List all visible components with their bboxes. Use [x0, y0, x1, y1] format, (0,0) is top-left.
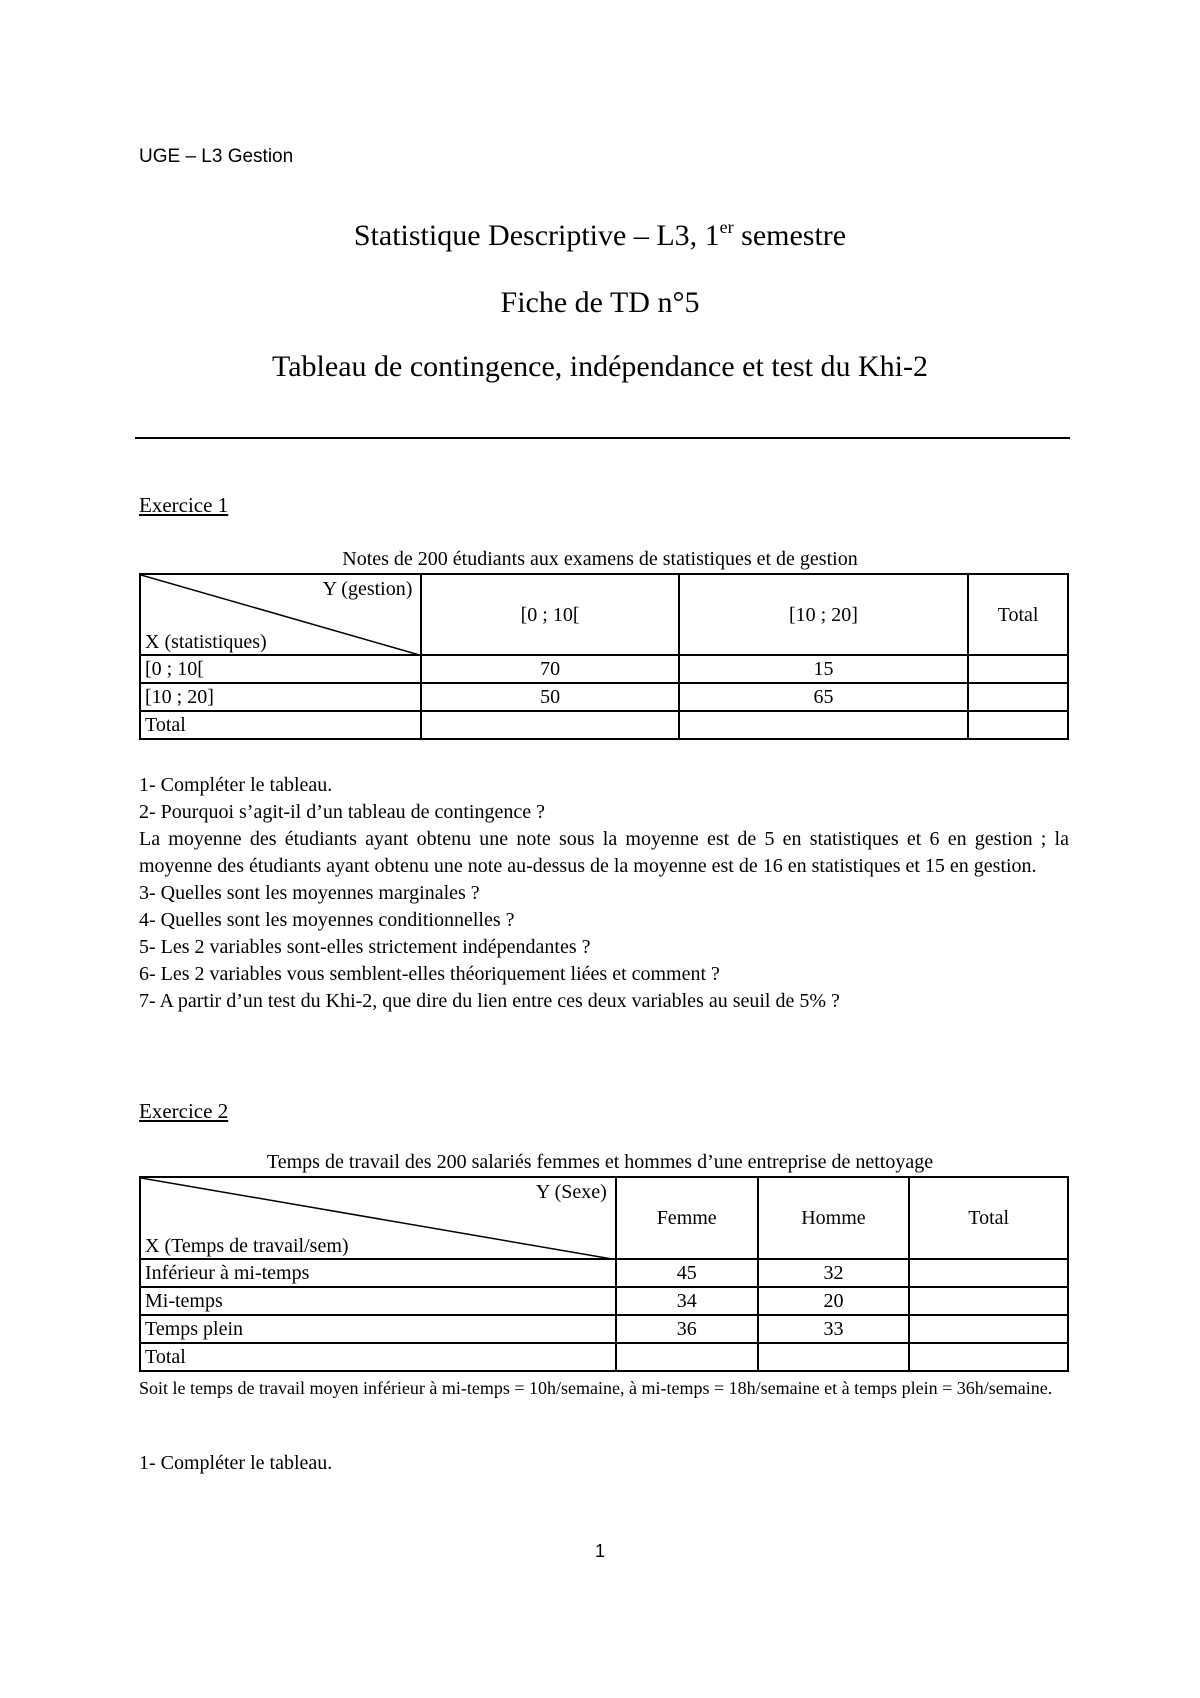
- row-label: Mi-temps: [140, 1287, 616, 1315]
- table-cell: [909, 1315, 1068, 1343]
- table-row: [140, 1315, 1068, 1343]
- table-cell: [909, 1287, 1068, 1315]
- exercise2-note: Soit le temps de travail moyen inférieur à mi-temps = 10h/semaine, à mi-temps = 18h/semaine et à temps plein = 36h/semaine.: [139, 1378, 1053, 1398]
- table-cell: 36: [616, 1315, 758, 1343]
- row-label: Inférieur à mi-temps: [140, 1259, 616, 1287]
- table-row: [140, 1343, 1068, 1371]
- column-header: [0 ; 10[: [421, 574, 678, 655]
- question: 6- Les 2 variables vous semblent-elles théoriquement liées et comment ?: [139, 963, 720, 985]
- table-cell: 45: [616, 1259, 758, 1287]
- row-label: [0 ; 10[: [140, 655, 421, 683]
- table-cell: [968, 711, 1068, 739]
- table-row: [140, 655, 1068, 683]
- document-title: [0, 219, 1200, 253]
- question: 3- Quelles sont les moyennes marginales ?: [139, 882, 480, 904]
- table-cell: [909, 1259, 1068, 1287]
- table-cell: 70: [421, 655, 678, 683]
- exercise2-table-caption: Temps de travail des 200 salariés femmes et hommes d’une entreprise de nettoyage: [266, 1151, 934, 1173]
- x-variable-label: X (Temps de travail/sem): [145, 1235, 349, 1257]
- table-row: [140, 711, 1068, 739]
- title-end: semestre: [733, 219, 847, 252]
- title-superscript: er: [719, 217, 734, 237]
- question: 1- Compléter le tableau.: [139, 1452, 333, 1474]
- table-row: [140, 683, 1068, 711]
- table-row: [140, 1259, 1068, 1287]
- question: 2- Pourquoi s’agit-il d’un tableau de contingence ?: [139, 801, 545, 823]
- exercise1-contingency-table: [139, 573, 1069, 740]
- table-cell: 34: [616, 1287, 758, 1315]
- column-header: Total: [968, 574, 1068, 655]
- exercise2-title: Exercice 2: [139, 1099, 229, 1123]
- table-cell: [616, 1343, 758, 1371]
- row-label: Total: [140, 1343, 616, 1371]
- table-header-row: [140, 574, 1068, 655]
- table-cell: 32: [758, 1259, 910, 1287]
- column-header: Homme: [758, 1177, 910, 1259]
- table-cell: 33: [758, 1315, 910, 1343]
- row-label: Temps plein: [140, 1315, 616, 1343]
- diagonal-header-cell: [140, 1177, 616, 1259]
- page-number: 1: [594, 1541, 605, 1561]
- row-label: [10 ; 20]: [140, 683, 421, 711]
- table-cell: [421, 711, 678, 739]
- exercise1-table-caption: Notes de 200 étudiants aux examens de statistiques et de gestion: [342, 548, 858, 570]
- question: 5- Les 2 variables sont-elles strictement indépendantes ?: [139, 936, 591, 958]
- column-header: Femme: [616, 1177, 758, 1259]
- table-cell: [909, 1343, 1068, 1371]
- exercise2-contingency-table: [139, 1176, 1069, 1372]
- row-label: Total: [140, 711, 421, 739]
- table-cell: 65: [679, 683, 968, 711]
- exercise1-title: Exercice 1: [139, 493, 229, 517]
- y-variable-label: Y (gestion): [322, 578, 413, 600]
- question: 7- A partir d’un test du Khi-2, que dire du lien entre ces deux variables au seuil de 5% ?: [139, 990, 840, 1012]
- table-cell: [968, 683, 1068, 711]
- title-main: Statistique Descriptive – L3, 1: [353, 219, 720, 252]
- page-header: UGE – L3 Gestion: [139, 146, 294, 167]
- table-cell: 15: [679, 655, 968, 683]
- x-variable-label: X (statistiques): [145, 631, 267, 653]
- worksheet-subject: Tableau de contingence, indépendance et test du Khi-2: [272, 350, 928, 383]
- table-header-row: [140, 1177, 1068, 1259]
- table-cell: [679, 711, 968, 739]
- column-header: Total: [909, 1177, 1068, 1259]
- table-cell: 20: [758, 1287, 910, 1315]
- column-header: [10 ; 20]: [679, 574, 968, 655]
- exercise1-context-paragraph: La moyenne des étudiants ayant obtenu une note sous la moyenne est de 5 en statistiques et 6 en gestion ; la moyenne des étudiants ayant obtenu une note au-dessus de la moyenne est de 16 en statistiques et 15 en gestion.: [139, 828, 1069, 877]
- diagonal-header-cell: [140, 574, 421, 655]
- table-cell: [968, 655, 1068, 683]
- horizontal-rule: [135, 437, 1070, 439]
- table-row: [140, 1287, 1068, 1315]
- worksheet-number: Fiche de TD n°5: [500, 286, 700, 319]
- table-cell: 50: [421, 683, 678, 711]
- question: 1- Compléter le tableau.: [139, 774, 333, 796]
- question: 4- Quelles sont les moyennes conditionnelles ?: [139, 909, 515, 931]
- exercise1-questions: [139, 772, 1069, 1015]
- y-variable-label: Y (Sexe): [535, 1181, 607, 1203]
- table-cell: [758, 1343, 910, 1371]
